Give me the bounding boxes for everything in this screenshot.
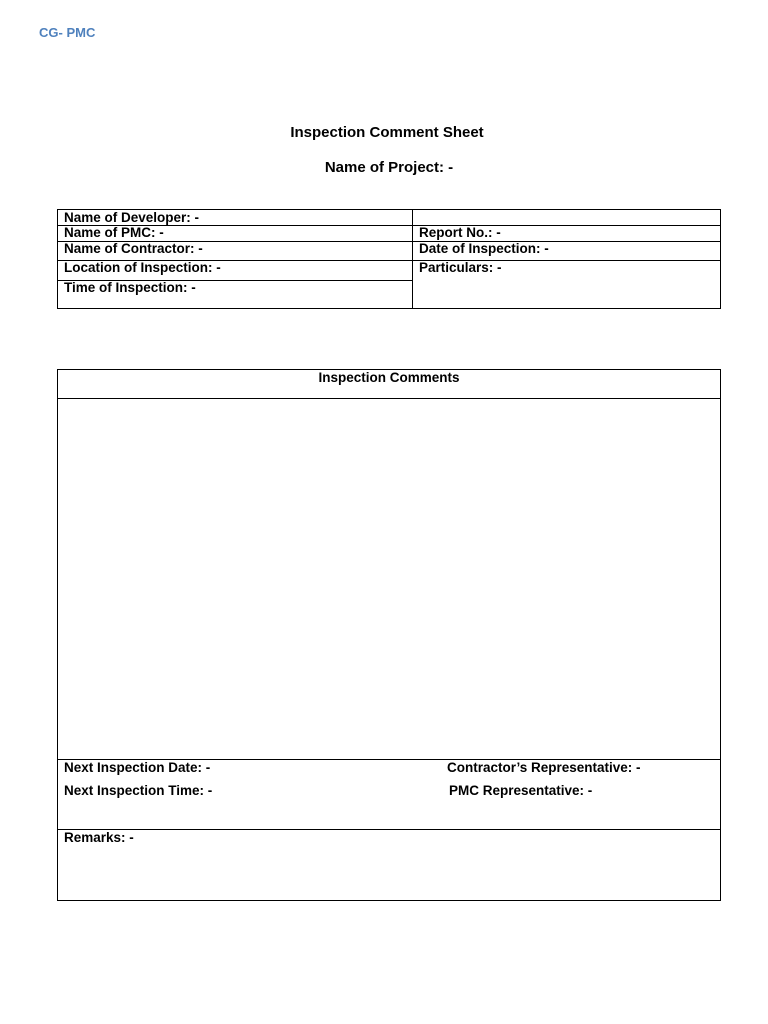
particulars-field: Particulars: - xyxy=(419,260,502,275)
report-no-field: Report No.: - xyxy=(419,225,501,240)
section-divider xyxy=(58,829,720,830)
contractor-field: Name of Contractor: - xyxy=(64,241,203,256)
project-info-table xyxy=(57,209,721,309)
brand-logo-text: CG- PMC xyxy=(39,25,96,40)
next-inspection-date-field: Next Inspection Date: - xyxy=(64,760,211,775)
contractor-representative-field: Contractor’s Representative: - xyxy=(447,760,641,775)
developer-field: Name of Developer: - xyxy=(64,210,200,225)
inspection-comments-box xyxy=(57,369,721,901)
next-inspection-time-field: Next Inspection Time: - xyxy=(64,783,213,798)
project-name-label: Name of Project: - xyxy=(324,159,454,176)
inspection-date-field: Date of Inspection: - xyxy=(419,241,549,256)
time-field: Time of Inspection: - xyxy=(64,280,196,295)
comments-area xyxy=(58,399,720,759)
remarks-field: Remarks: - xyxy=(64,830,134,845)
pmc-representative-field: PMC Representative: - xyxy=(449,783,593,798)
comments-heading: Inspection Comments xyxy=(318,370,460,385)
document-title: Inspection Comment Sheet xyxy=(290,124,484,141)
comments-header xyxy=(58,370,720,399)
location-field: Location of Inspection: - xyxy=(64,260,221,275)
pmc-field: Name of PMC: - xyxy=(64,225,164,240)
